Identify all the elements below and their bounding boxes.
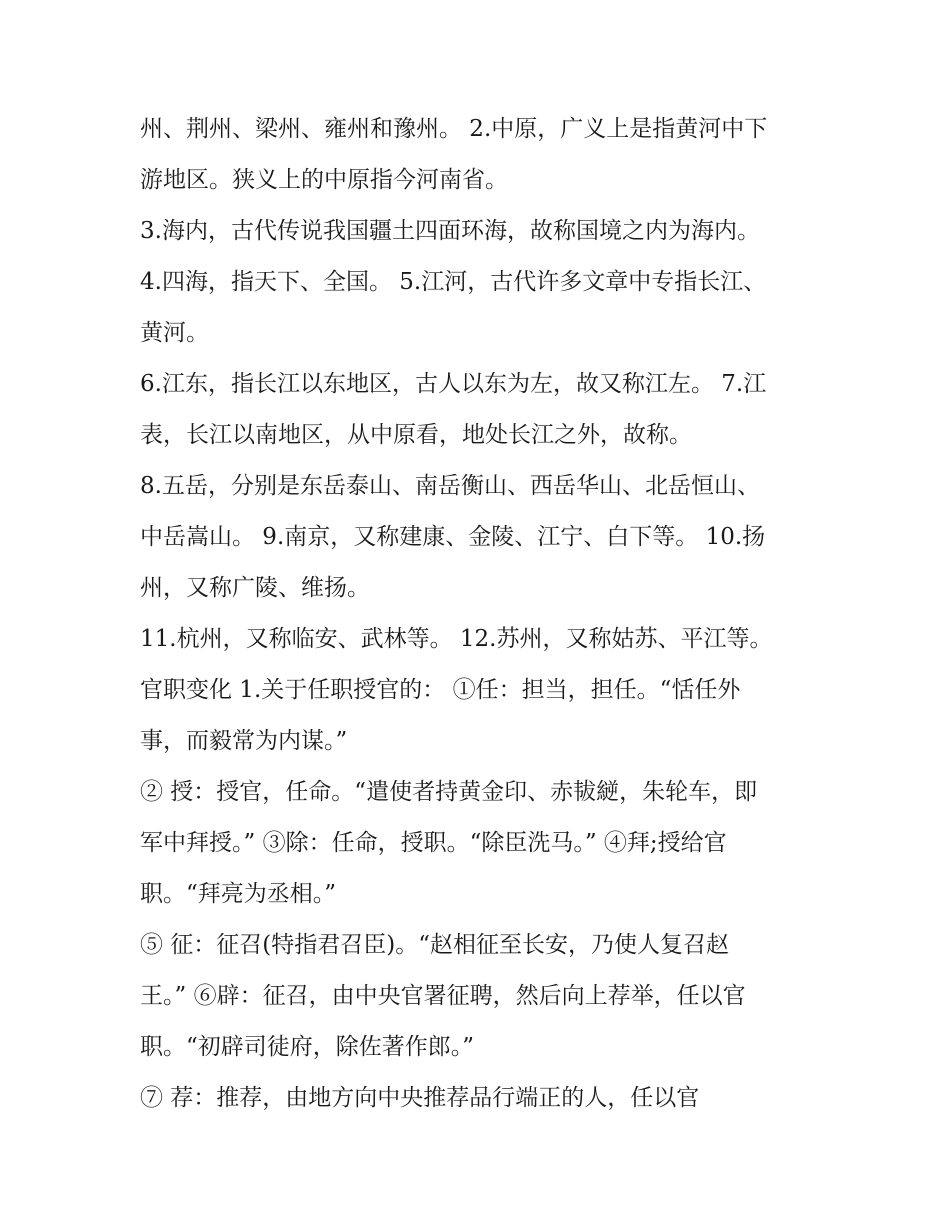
text-line: 11.杭州，又称临安、武林等。 12.苏州，又称姑苏、平江等。 — [140, 626, 773, 652]
text-line: 事，而毅常为内谋。” — [140, 728, 348, 754]
text-line: 8.五岳，分别是东岳泰山、南岳衡山、西岳华山、北岳恒山、 — [140, 473, 760, 499]
text-line: 州、荆州、梁州、雍州和豫州。 2.中原，广义上是指黄河中下 — [140, 116, 768, 142]
text-line: 黄河。 — [140, 320, 209, 346]
text-line: 游地区。狭义上的中原指今河南省。 — [140, 167, 508, 193]
text-line: ② 授：授官，任命。“遣使者持黄金印、赤韨縌，朱轮车，即 — [140, 779, 758, 805]
text-line: 王。” ⑥辟：征召，由中央官署征聘，然后向上荐举，任以官 — [140, 983, 746, 1009]
text-line: 州，又称广陵、维扬。 — [140, 575, 370, 601]
text-line: 中岳嵩山。 9.南京，又称建康、金陵、江宁、白下等。 10.扬 — [140, 524, 766, 550]
text-line: 官职变化 1.关于任职授官的： ①任：担当，担任。“恬任外 — [140, 677, 741, 703]
text-line: 军中拜授。” ③除：任命，授职。“除臣洗马。” ④拜;授给官 — [140, 830, 727, 856]
body-text — [140, 104, 820, 1124]
text-line: 6.江东，指长江以东地区，古人以东为左，故又称江左。 7.江 — [140, 371, 767, 397]
text-line: ⑦ 荐：推荐，由地方向中央推荐品行端正的人，任以官 — [140, 1085, 700, 1111]
text-line: ⑤ 征：征召(特指君召臣)。“赵相征至长安，乃使人复召赵 — [140, 932, 730, 958]
text-line: 3.海内，古代传说我国疆土四面环海，故称国境之内为海内。 — [140, 218, 760, 244]
text-line: 4.四海，指天下、全国。 5.江河，古代许多文章中专指长江、 — [140, 269, 767, 295]
text-line: 表，长江以南地区，从中原看，地处长江之外，故称。 — [140, 422, 692, 448]
text-line: 职。“拜亮为丞相。” — [140, 881, 337, 907]
text-line: 职。“初辟司徒府，除佐著作郎。” — [140, 1034, 475, 1060]
